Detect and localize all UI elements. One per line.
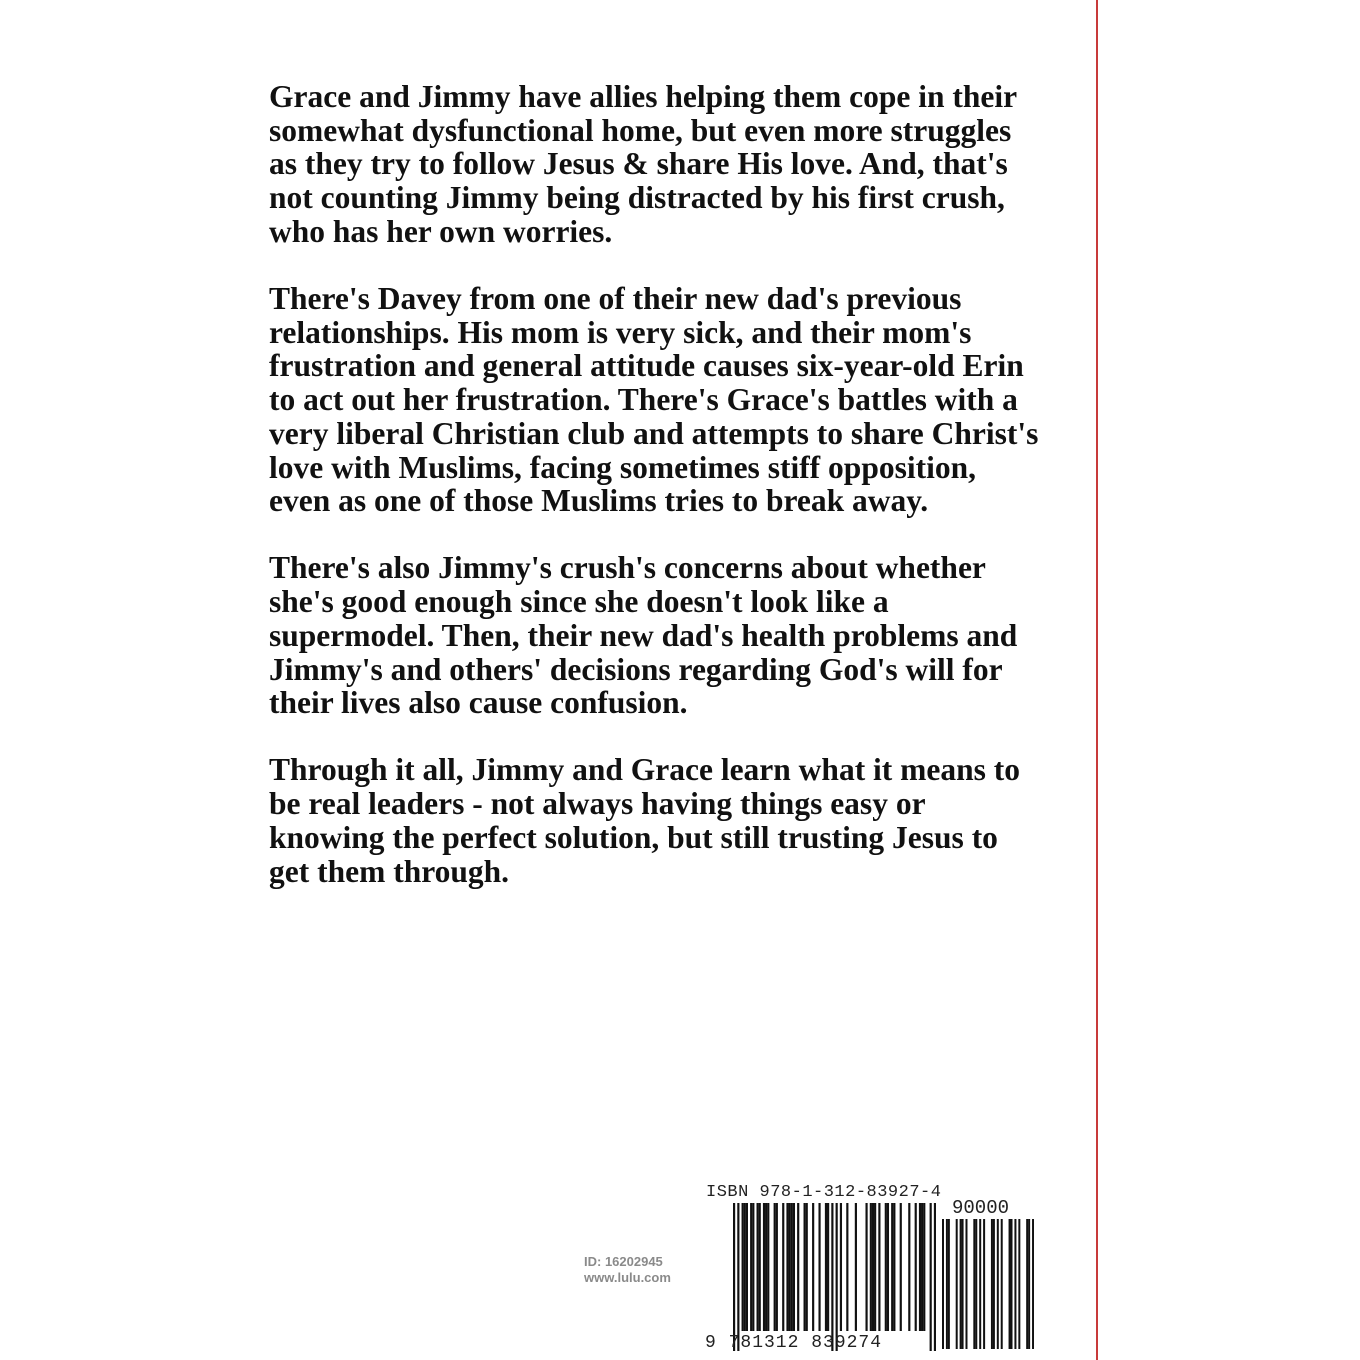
barcode-bar [757, 1203, 759, 1331]
barcode-bar [793, 1203, 795, 1331]
publisher-url: www.lulu.com [584, 1270, 671, 1285]
addon-bar [1014, 1219, 1016, 1349]
barcode-bar [919, 1203, 921, 1331]
barcode-bar [872, 1203, 874, 1331]
price-code-label: 90000 [952, 1197, 1010, 1219]
blurb-paragraph-1: Grace and Jimmy have allies helping them cope in their somewhat dysfunctional home, but even more struggles as they try to follow Jesus & share His love. And, that's not counting Jimmy being distracted by his first crush, who has her own worries. [269, 79, 1017, 249]
addon-bar [1009, 1219, 1011, 1349]
addon-bar [1026, 1219, 1028, 1349]
barcode-bar [874, 1203, 876, 1331]
barcode-bar [930, 1203, 932, 1351]
barcode-bar [789, 1203, 791, 1331]
spine-edge-line [1096, 0, 1098, 1360]
barcode-bar [836, 1203, 838, 1351]
barcode-bar [806, 1203, 808, 1331]
barcode-bar [737, 1203, 739, 1351]
barcode-bar [827, 1203, 829, 1331]
barcode-bar [818, 1203, 820, 1331]
addon-bar [948, 1219, 950, 1349]
barcode-bar [908, 1203, 910, 1331]
barcode-bar [900, 1203, 902, 1331]
barcode-bar [791, 1203, 793, 1331]
addon-bar [965, 1219, 967, 1349]
ean-digits: 9 781312 839274 [705, 1333, 883, 1353]
barcode-bar [750, 1203, 752, 1331]
publisher-info [584, 1254, 724, 1286]
addon-bar [1011, 1219, 1013, 1349]
barcode-bar [765, 1203, 767, 1331]
barcode-bar [782, 1203, 784, 1331]
addon-bar [997, 1219, 999, 1349]
barcode-bar [812, 1203, 814, 1331]
addon-bar [942, 1219, 944, 1349]
barcode-bar [759, 1203, 761, 1331]
barcode-bar [923, 1203, 925, 1331]
isbn-barcode [733, 1203, 936, 1351]
barcode-bar [825, 1203, 827, 1331]
addon-bar [973, 1219, 975, 1349]
price-addon-barcode [942, 1219, 1034, 1349]
barcode-bar [744, 1203, 746, 1331]
blurb-paragraph-4: Through it all, Jimmy and Grace learn what it means to be real leaders - not always having things easy or knowing the perfect solution, but still trusting Jesus to get them through. [269, 752, 1021, 889]
barcode-bar [865, 1203, 867, 1331]
barcode-bar [767, 1203, 769, 1331]
blurb-paragraph-2: There's Davey from one of their new dad's previous relationships. His mom is very sick, and their mom's frustration and general attitude causes six-year-old Erin to act out her frustration. There's Grace's battles with a very liberal Christian club and attempts to share Christ's love with Muslims, facing sometimes stiff opposition, even as one of those Muslims tries to break away. [269, 281, 1039, 519]
addon-bar [946, 1219, 948, 1349]
blurb-paragraph-3: There's also Jimmy's crush's concerns about whether she's good enough since she doesn't look like a supermodel. Then, their new dad's health problems and Jimmy's and others' decisions regarding God's will for their lives also cause confusion. [269, 550, 1018, 721]
barcode-bar [763, 1203, 765, 1331]
barcode-bar [786, 1203, 788, 1331]
barcode-bar [934, 1203, 936, 1351]
barcode-bar [804, 1203, 806, 1331]
addon-bar [1028, 1219, 1030, 1349]
barcode-bar [742, 1203, 744, 1331]
barcode-bar [752, 1203, 754, 1331]
barcode-bar [797, 1203, 799, 1331]
isbn-label: ISBN 978-1-312-83927-4 [706, 1183, 942, 1202]
addon-bar [979, 1219, 981, 1349]
barcode-bar [921, 1203, 923, 1331]
barcode-bar [893, 1203, 895, 1331]
barcode-bar [887, 1203, 889, 1331]
barcode-bar [776, 1203, 778, 1331]
addon-bar [956, 1219, 958, 1349]
addon-bar [993, 1219, 995, 1349]
barcode-bar [915, 1203, 917, 1331]
barcode-bar [840, 1203, 842, 1331]
barcode-bar [878, 1203, 880, 1331]
barcode-bar [855, 1203, 857, 1331]
addon-bar [962, 1219, 964, 1349]
addon-bar [1018, 1219, 1020, 1349]
addon-bar [1032, 1219, 1034, 1349]
addon-bar [991, 1219, 993, 1349]
barcode-bar [774, 1203, 776, 1331]
publisher-id: ID: 16202945 [584, 1254, 663, 1269]
barcode-bar [891, 1203, 893, 1331]
addon-bar [1001, 1219, 1003, 1349]
addon-bar [960, 1219, 962, 1349]
addon-bar [983, 1219, 985, 1349]
barcode-bar [885, 1203, 887, 1331]
barcode-bar [846, 1203, 848, 1331]
barcode-bar [831, 1203, 833, 1351]
addon-bar [975, 1219, 977, 1349]
barcode-bar [733, 1203, 735, 1351]
barcode-bar [746, 1203, 748, 1331]
blurb-text [269, 80, 1039, 922]
barcode-bar [870, 1203, 872, 1331]
